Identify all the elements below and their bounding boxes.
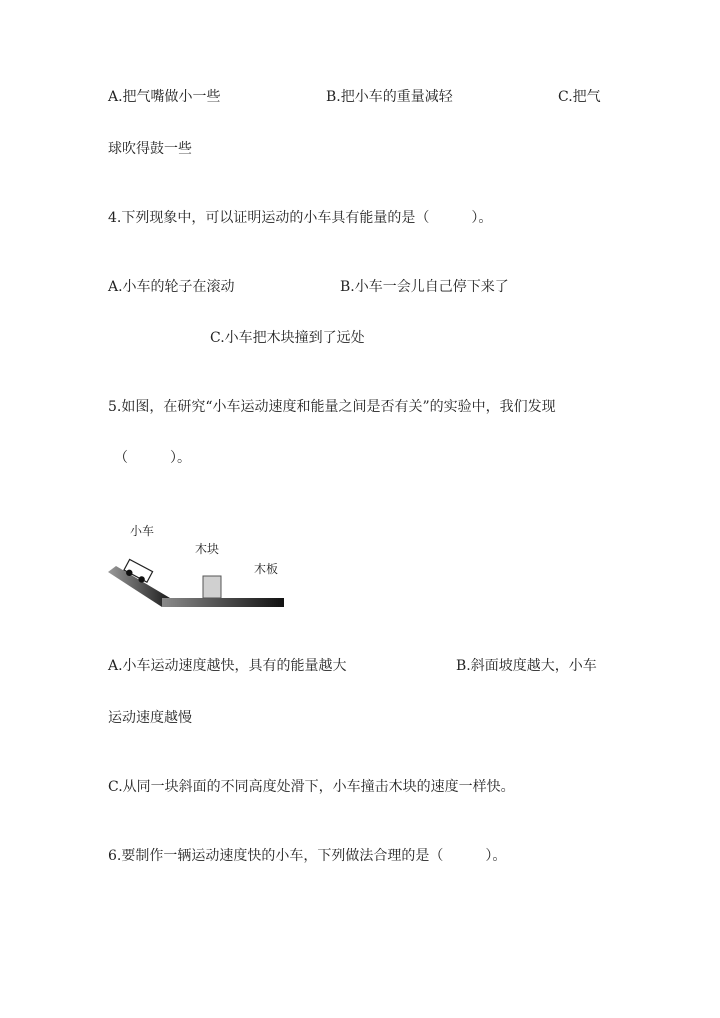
q4-stem: 4.下列现象中，可以证明运动的小车具有能量的是（ ）。 [108, 210, 493, 226]
q4-option-a: A.小车的轮子在滚动 [108, 279, 235, 295]
experiment-figure [104, 515, 294, 615]
q4-option-c: C.小车把木块撞到了远处 [210, 330, 365, 346]
q3-option-a: A.把气嘴做小一些 [108, 89, 221, 105]
q6-stem: 6.要制作一辆运动速度快的小车，下列做法合理的是（ ）。 [108, 848, 507, 864]
figure-label-car: 小车 [130, 524, 155, 538]
q4-option-b: B.小车一会儿自己停下来了 [340, 279, 509, 295]
q5-option-b-start: B.斜面坡度越大，小车 [456, 658, 597, 674]
q5-stem-line2: （ ）。 [114, 450, 191, 466]
q3-option-c-start: C.把气 [558, 89, 601, 105]
q5-stem-line1: 5.如图，在研究“小车运动速度和能量之间是否有关”的实验中，我们发现 [108, 399, 556, 415]
q5-option-c: C.从同一块斜面的不同高度处滑下，小车撞击木块的速度一样快。 [108, 779, 515, 795]
q3-option-b: B.把小车的重量减轻 [326, 89, 453, 105]
figure-label-board: 木板 [254, 562, 279, 576]
wooden-block [203, 576, 221, 598]
figure-label-block: 木块 [195, 542, 220, 556]
q5-option-a: A.小车运动速度越快，具有的能量越大 [108, 658, 347, 674]
q3-option-c-end: 球吹得鼓一些 [108, 141, 192, 157]
q5-option-b-end: 运动速度越慢 [108, 710, 192, 726]
wooden-board [162, 598, 284, 607]
